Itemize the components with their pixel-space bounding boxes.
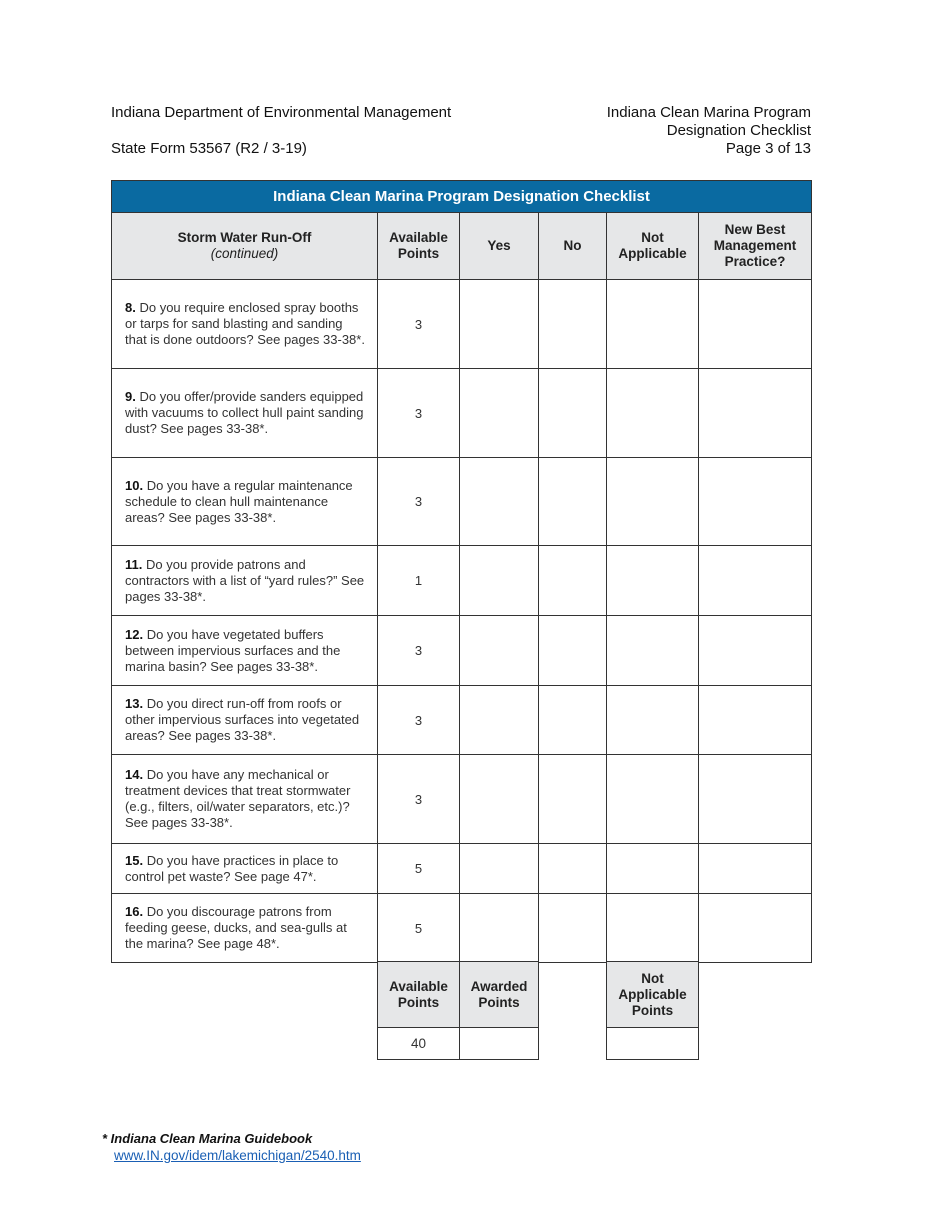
question-number: 16. <box>125 904 144 919</box>
no-cell[interactable] <box>539 458 607 546</box>
table-row <box>112 546 812 616</box>
question-cell <box>112 894 378 963</box>
not-applicable-cell[interactable] <box>607 755 699 844</box>
yes-cell[interactable] <box>460 616 539 686</box>
question-number: 8. <box>125 300 136 315</box>
new-bmp-cell[interactable] <box>699 755 812 844</box>
question-text: Do you have a regular maintenance schedule to clean hull maintenance areas? See pages 33-38*. <box>125 477 353 525</box>
not-applicable-header: Not Applicable <box>607 213 699 280</box>
question-number: 13. <box>125 696 144 711</box>
question-text: Do you have practices in place to control pet waste? See page 47*. <box>125 852 339 884</box>
question-cell <box>112 369 378 458</box>
new-bmp-cell[interactable] <box>699 686 812 755</box>
available-points: 5 <box>378 894 460 963</box>
question-number: 14. <box>125 767 144 782</box>
program-name: Indiana Clean Marina Program <box>606 104 811 121</box>
not-applicable-cell[interactable] <box>607 458 699 546</box>
available-points: 5 <box>378 844 460 894</box>
question-number: 15. <box>125 852 144 868</box>
not-applicable-cell[interactable] <box>607 280 699 369</box>
available-points: 1 <box>378 546 460 616</box>
new-bmp-cell[interactable] <box>699 280 812 369</box>
new-bmp-header: New Best Management Practice? <box>699 213 812 280</box>
document-title: Designation Checklist <box>666 122 811 139</box>
available-points: 3 <box>378 755 460 844</box>
table-row <box>112 894 812 963</box>
section-subtitle: (continued) <box>210 246 279 261</box>
agency-name: Indiana Department of Environmental Management <box>111 104 452 121</box>
question-text: Do you provide patrons and contractors with a list of “yard rules?” See pages 33-38*. <box>125 556 365 604</box>
new-bmp-cell[interactable] <box>699 369 812 458</box>
total-available-value: 40 <box>378 1028 460 1060</box>
question-number: 11. <box>125 556 143 572</box>
new-bmp-cell[interactable] <box>699 894 812 963</box>
question-cell <box>112 616 378 686</box>
yes-cell[interactable] <box>460 458 539 546</box>
table-row <box>112 616 812 686</box>
new-bmp-cell[interactable] <box>699 458 812 546</box>
no-cell[interactable] <box>539 894 607 963</box>
yes-cell[interactable] <box>460 546 539 616</box>
question-cell <box>112 458 378 546</box>
question-text: Do you require enclosed spray booths or tarps for sand blasting and sanding that is done outdoors? See pages 33-38*. <box>125 300 365 347</box>
question-text: Do you have any mechanical or treatment devices that treat stormwater (e.g., filters, oil/water separators, etc.)? See pages 33-38*. <box>125 767 351 830</box>
table-row <box>112 755 812 844</box>
form-number: State Form 53567 (R2 / 3-19) <box>111 140 307 157</box>
totals-table <box>377 961 699 1060</box>
new-bmp-cell[interactable] <box>699 844 812 894</box>
new-bmp-cell[interactable] <box>699 546 812 616</box>
available-points: 3 <box>378 369 460 458</box>
no-cell[interactable] <box>539 546 607 616</box>
totals-gap <box>539 1028 607 1060</box>
available-points: 3 <box>378 616 460 686</box>
question-text: Do you have vegetated buffers between impervious surfaces and the marina basin? See pages 33-38*. <box>125 626 341 674</box>
table-row <box>112 369 812 458</box>
no-cell[interactable] <box>539 686 607 755</box>
table-title: Indiana Clean Marina Program Designation Checklist <box>112 181 812 213</box>
no-cell[interactable] <box>539 280 607 369</box>
no-cell[interactable] <box>539 844 607 894</box>
question-text: Do you direct run-off from roofs or other impervious surfaces into vegetated areas? See pages 33-38*. <box>125 696 360 743</box>
total-na-label: Not Applicable Points <box>607 962 699 1028</box>
footnote: * Indiana Clean Marina Guidebook <box>102 1131 313 1146</box>
question-cell <box>112 755 378 844</box>
not-applicable-cell[interactable] <box>607 844 699 894</box>
yes-cell[interactable] <box>460 686 539 755</box>
table-row <box>112 280 812 369</box>
question-number: 10. <box>125 477 144 493</box>
available-points-header: Available Points <box>378 213 460 280</box>
not-applicable-cell[interactable] <box>607 369 699 458</box>
question-cell <box>112 844 378 894</box>
no-cell[interactable] <box>539 369 607 458</box>
not-applicable-cell[interactable] <box>607 616 699 686</box>
no-cell[interactable] <box>539 755 607 844</box>
page-number: Page 3 of 13 <box>725 140 811 157</box>
not-applicable-cell[interactable] <box>607 894 699 963</box>
question-number: 12. <box>125 626 144 642</box>
total-awarded-field[interactable] <box>460 1028 539 1060</box>
yes-cell[interactable] <box>460 755 539 844</box>
question-cell <box>112 686 378 755</box>
total-awarded-label: Awarded Points <box>460 962 539 1028</box>
yes-header: Yes <box>460 213 539 280</box>
no-header: No <box>539 213 607 280</box>
section-header <box>112 213 378 280</box>
table-row <box>112 686 812 755</box>
checklist-table <box>111 180 812 963</box>
guidebook-link[interactable]: www.IN.gov/idem/lakemichigan/2540.htm <box>114 1148 361 1163</box>
not-applicable-cell[interactable] <box>607 686 699 755</box>
header-right <box>607 104 811 158</box>
no-cell[interactable] <box>539 616 607 686</box>
yes-cell[interactable] <box>460 280 539 369</box>
available-points: 3 <box>378 458 460 546</box>
question-cell <box>112 546 378 616</box>
total-na-field[interactable] <box>607 1028 699 1060</box>
not-applicable-cell[interactable] <box>607 546 699 616</box>
section-title: Storm Water Run-Off <box>177 230 312 245</box>
table-row <box>112 844 812 894</box>
question-number: 9. <box>125 389 136 404</box>
question-cell <box>112 280 378 369</box>
total-available-label: Available Points <box>378 962 460 1028</box>
question-text: Do you discourage patrons from feeding geese, ducks, and sea-gulls at the marina? See page 48*. <box>125 904 347 951</box>
available-points: 3 <box>378 686 460 755</box>
table-row <box>112 458 812 546</box>
totals-gap <box>539 962 607 1028</box>
new-bmp-cell[interactable] <box>699 616 812 686</box>
yes-cell[interactable] <box>460 894 539 963</box>
available-points: 3 <box>378 280 460 369</box>
yes-cell[interactable] <box>460 844 539 894</box>
question-text: Do you offer/provide sanders equipped with vacuums to collect hull paint sanding dust? See pages 33-38*. <box>125 389 364 436</box>
yes-cell[interactable] <box>460 369 539 458</box>
